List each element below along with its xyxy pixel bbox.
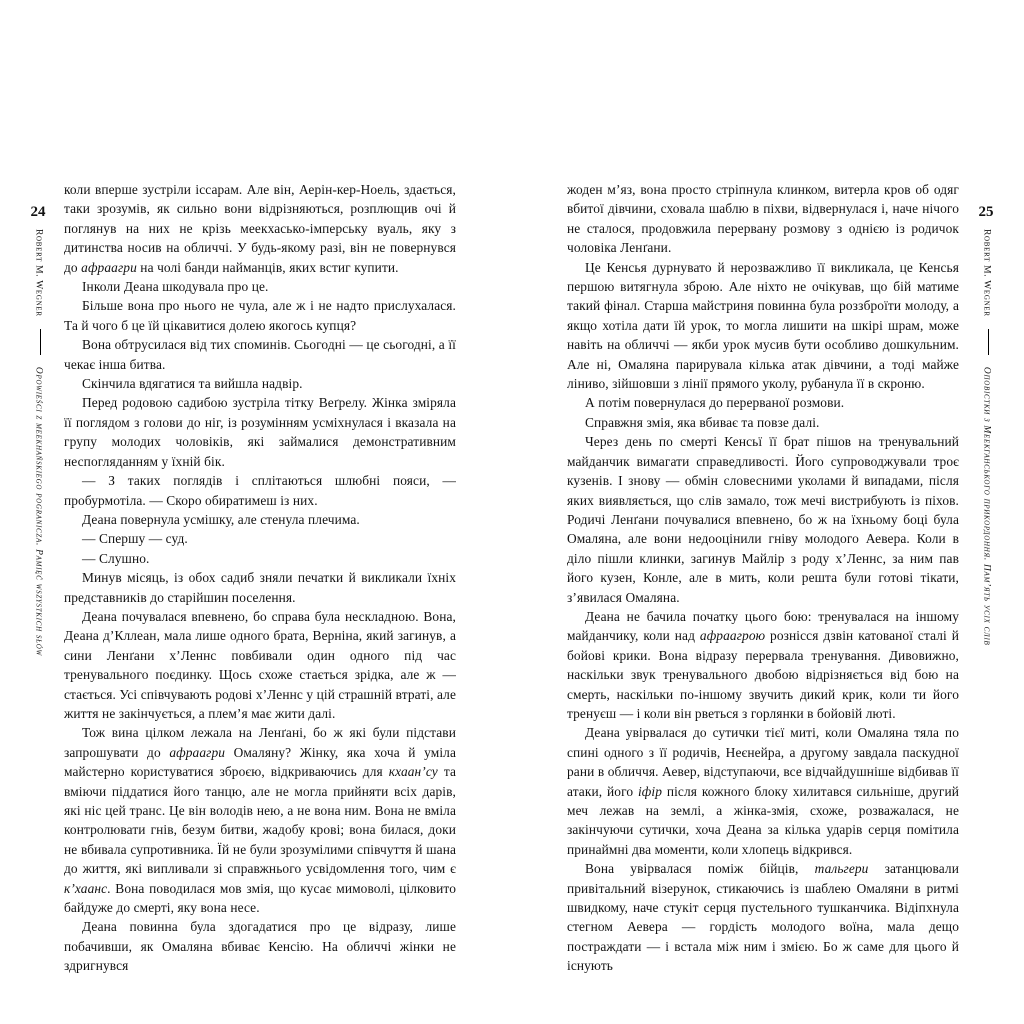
right-page-number: 25 [978,204,994,220]
running-head-title: Opowieści z meekhańskiego pogranicza. Pamięć wszystkich słów [33,366,44,656]
paragraph: А потім повернулася до перерваної розмови. [585,395,845,411]
paragraph: Через день по смерті Кенсьї її брат пішов на тренувальний майданчик вимагати справедливості. Його супроводжували троє кузенів. І знову — обмін словесними уколами й випадами, після яких виявляється, що слів замало, тож мечі вистрибують із піхов. Родичі Ленґани почувалися впевнено, бо ж на їхньому боці була Омаляна, але вони недооцінили гніву молодого Аевера. Коли в діло пішли клинки, загинув Майлір з роду х’Леннс, за ним пав його кузен, Конле, але в мить, коли решта були готові тікати, з’явилася Омаляна. [567,434,959,605]
paragraph: Деана не бачила початку цього бою: тренувалася на іншому майданчику, коли над афраагрою рознісся дзвін катованої сталі й бойові крики. Вона відразу перервала тренування. Дивовижно, наскільки звук тренувального двобою відрізняється від бою на смерть, наскільки по-іншому звучить дикий крик, коли ти його тренуєш — і коли він рветься з горлянки в бойовій люті. [567,608,959,721]
page-25-text [567,180,959,976]
paragraph: жоден м’яз, вона просто стріпнула клинком, витерла кров об одяг вбитої дівчини, сховала шаблю в піхви, відвернулася і, наче нічого не сталося, продовжила перервану розмову з однією із родичок чоловіка Ленґани. [567,182,959,256]
page-24-text [64,180,456,976]
right-running-head [981,229,992,645]
running-head-author: Robert M. Wegner [33,229,44,317]
paragraph: Перед родовою садибою зустріла тітку Веґрелу. Жінка зміряла її поглядом з голови до ніг, із розумінням усміхнулася і вказала на групу молодих чоловіків, які займалися демонстративним неспогляданням у їхній бік. [64,395,456,469]
running-head-divider [988,329,989,355]
left-page-margin [22,204,54,661]
paragraph: Справжня змія, яка вбиває та повзе далі. [585,414,820,430]
paragraph: Минув місяць, із обох садиб зняли печатки й викликали їхніх представників до старійшин поселення. [64,570,456,605]
paragraph: Скінчила вдягатися та вийшла надвір. [82,376,303,392]
right-page-margin [970,204,1002,650]
running-head-divider [40,329,41,355]
paragraph: Більше вона про нього не чула, але ж і не надто прислухалася. Та й чого б це їй цікавитися долею якогось купця? [64,298,456,333]
paragraph: Інколи Деана шкодувала про це. [82,279,269,295]
paragraph: — Слушно. [82,550,150,566]
paragraph: Деана почувалася впевнено, бо справа була нескладною. Вона, Деана д’Кллеан, мала лише одного брата, Верніна, який загинув, а сини Ленґани х’Леннс повбивали один одного під час тренувального поєдинку. Щось схоже стається зрідка, але ж — стається. Усі співчувають родові х’Леннс у цій страшній втраті, але життя не закінчується, а плем’я має жити далі. [64,608,456,721]
paragraph: Деана повинна була здогадатися про це відразу, лише побачивши, як Омаляна вбиває Кенсію. На обличчі жінки не здригнувся [64,919,456,974]
paragraph: Вона увірвалася поміж бійців, тальгери затанцювали привітальний візерунок, стикаючись із шаблею Омаляни в ритмі швидкому, наче стукіт серця пустельного тушканчика. Відіпхнула стегном Аевера — гордість молодого воїна, мала дещо постраждати — і встала між ним і змією. Бо ж саме для цього й існують [567,861,959,974]
paragraph: Вона обтрусилася від тих споминів. Сьогодні — це сьогодні, а її чекає інша битва. [64,337,456,372]
paragraph: Деана увірвалася до сутички тієї миті, коли Омаляна тяла по спині одного з її родичів, Неєнейра, а другому завдала паскудної рани в обличчя. Аевер, відступаючи, все відчайдушніше відбивав її атаки, його іфір після кожного блоку хилитався сильніше, другий меч лежав на землі, а жінка-змія, схоже, розважалася, не закінчуючи сутички, хоча Деана за кілька ударів серця помітила принаймні два моменти, коли хлопець відкрився. [567,725,960,857]
running-head-author: Robert M. Wegner [981,229,992,317]
paragraph: Це Кенсья дурнувато й нерозважливо її викликала, це Кенсья першою витягнула зброю. Але ніхто не очікував, що бій матиме такий фінал. Старша майстриня повинна була роззброїти молоду, а якщо хотіла дати їй урок, то могла лишити на шкірі шрам, може навіть на обличчі — якби урок мусив бути особливо дошкульним. Але ні, Омаляна парирувала кілька атак дівчини, а тоді майже ліниво, зійшовши з лінії прямого уколу, рубанула її в скроню. [567,259,959,392]
left-page-number: 24 [30,204,46,220]
paragraph: — Спершу — суд. [82,531,188,547]
paragraph: — З таких поглядів і сплітаються шлюбні пояси, — пробурмотіла. — Скоро обиратимеш із них. [64,473,456,508]
paragraph: коли вперше зустріли іссарам. Але він, Аерін-кер-Ноель, здається, таки зрозумів, як сильно вони відрізняються, розплющив очі й поглянув на них не крізь меекхасько-імперську вуаль, яку з дитинства носив на обличчі. У будь-якому разі, він не повернувся до афраагри на чолі банди найманців, яких встиг купити. [64,182,456,275]
paragraph: Тож вина цілком лежала на Ленґані, бо ж які були підстави запрошувати до афраагри Омаляну? Жінку, яка хоча й уміла майстерно користуватися зброєю, відкриваючись для кхаан’су та вміючи піддатися його танцю, але не могла прийняти всіх дарів, які ніс цей транс. Це він володів нею, а не вона ним. Вона не вміла контролювати гнів, безум битви, жадобу крові; вона билася, доки не вбивала супротивника. Їй не були зрозумілими співчуття й шана до життя, які випливали зі справжнього усвідомлення того, чим є к’хаанс. Вона поводилася мов змія, що кусає мимоволі, цілковито байдуже до смерті, яку вона несе. [64,725,456,916]
paragraph: Деана повернула усмішку, але стенула плечима. [82,511,360,527]
running-head-title: Оповістки з Меекганського прикордоння. Пам’ять усіх слів [981,366,992,646]
left-running-head [33,229,44,656]
